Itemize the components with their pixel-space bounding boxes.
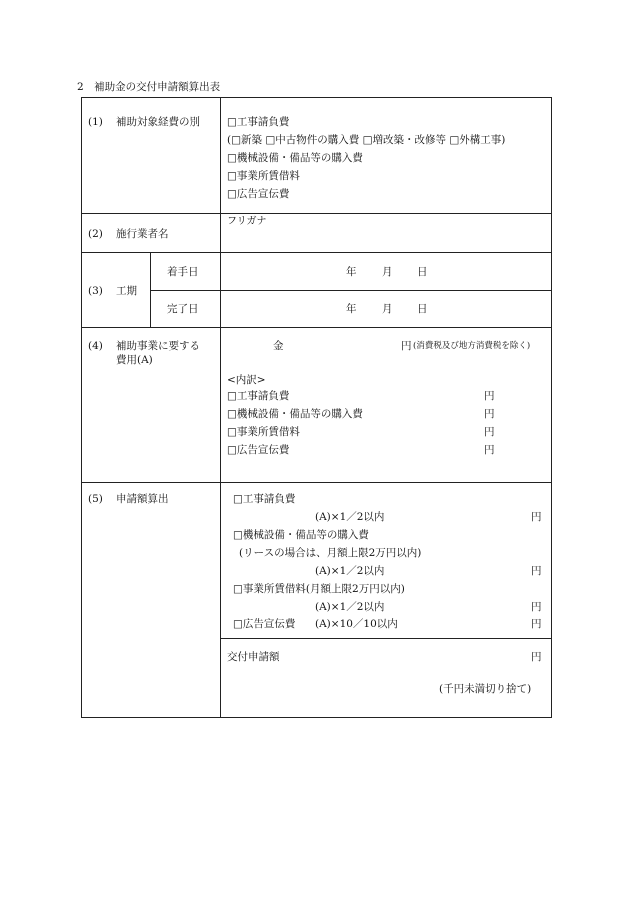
breakdown-title: <内訳> xyxy=(227,374,266,386)
row5-number: (5) xyxy=(88,493,103,505)
checkbox-advertising[interactable]: □広告宣伝費 xyxy=(227,188,290,200)
start-year-unit: 年 xyxy=(346,266,357,278)
calc-advertising-unit: 円 xyxy=(531,618,542,630)
start-month-unit: 月 xyxy=(382,266,393,278)
breakdown-equipment-unit: 円 xyxy=(484,408,495,420)
row1-number: (1) xyxy=(88,116,103,128)
calc-equipment-formula: (A)×1／2以内 xyxy=(315,565,385,577)
row5-label: 申請額算出 xyxy=(116,493,169,505)
row4-number: (4) xyxy=(88,340,103,352)
calc-advertising-formula: (A)×10／10以内 xyxy=(315,618,398,630)
calc-equipment-unit: 円 xyxy=(531,565,542,577)
checkbox-equipment[interactable]: □機械設備・備品等の購入費 xyxy=(227,152,363,164)
calc-construction-unit: 円 xyxy=(531,511,542,523)
rounding-note: (千円未満切り捨て) xyxy=(439,683,532,695)
checkbox-office-rent[interactable]: □事業所賃借料 xyxy=(227,170,300,182)
breakdown-equipment[interactable]: □機械設備・備品等の購入費 xyxy=(227,408,363,420)
total-label: 交付申請額 xyxy=(227,651,280,663)
end-year-unit: 年 xyxy=(346,303,357,315)
amount-yen: 円 xyxy=(401,340,412,352)
checkbox-construction[interactable]: □工事請負費 xyxy=(227,116,290,128)
breakdown-office-rent-unit: 円 xyxy=(484,426,495,438)
amount-prefix: 金 xyxy=(273,340,284,352)
calc-office-rent-unit: 円 xyxy=(531,601,542,613)
end-date-label: 完了日 xyxy=(167,303,199,315)
tax-exclusion-note: (消費税及び地方消費税を除く) xyxy=(413,341,531,351)
calc-advertising-label[interactable]: □広告宣伝費 xyxy=(233,618,296,630)
section-heading: 2 補助金の交付申請額算出表 xyxy=(77,81,221,93)
breakdown-advertising[interactable]: □広告宣伝費 xyxy=(227,444,290,456)
end-day-unit: 日 xyxy=(417,303,428,315)
calc-construction-formula: (A)×1／2以内 xyxy=(315,511,385,523)
total-unit: 円 xyxy=(531,651,542,663)
row4-label-line1: 補助事業に要する xyxy=(116,340,200,352)
breakdown-advertising-unit: 円 xyxy=(484,444,495,456)
calc-office-rent-formula: (A)×1／2以内 xyxy=(315,601,385,613)
row2-number: (2) xyxy=(88,228,103,240)
row3-number: (3) xyxy=(88,285,103,297)
calc-office-rent-label[interactable]: □事業所賃借料(月額上限2万円以内) xyxy=(233,583,405,595)
breakdown-office-rent[interactable]: □事業所賃借料 xyxy=(227,426,300,438)
breakdown-construction[interactable]: □工事請負費 xyxy=(227,390,290,402)
row3-label: 工期 xyxy=(116,285,137,297)
furigana-label: フリガナ xyxy=(227,216,267,227)
row1-label: 補助対象経費の別 xyxy=(116,116,200,128)
breakdown-construction-unit: 円 xyxy=(484,390,495,402)
calc-construction-label[interactable]: □工事請負費 xyxy=(233,493,296,505)
construction-subtypes[interactable]: (□新築 □中古物件の購入費 □増改築・改修等 □外構工事) xyxy=(227,134,506,146)
row4-label-line2: 費用(A) xyxy=(116,354,153,366)
row2-label: 施行業者名 xyxy=(116,228,169,240)
calc-lease-note: (リースの場合は、月額上限2万円以内) xyxy=(239,547,422,559)
start-day-unit: 日 xyxy=(417,266,428,278)
calc-equipment-label[interactable]: □機械設備・備品等の購入費 xyxy=(233,529,369,541)
end-month-unit: 月 xyxy=(382,303,393,315)
start-date-label: 着手日 xyxy=(167,266,199,278)
